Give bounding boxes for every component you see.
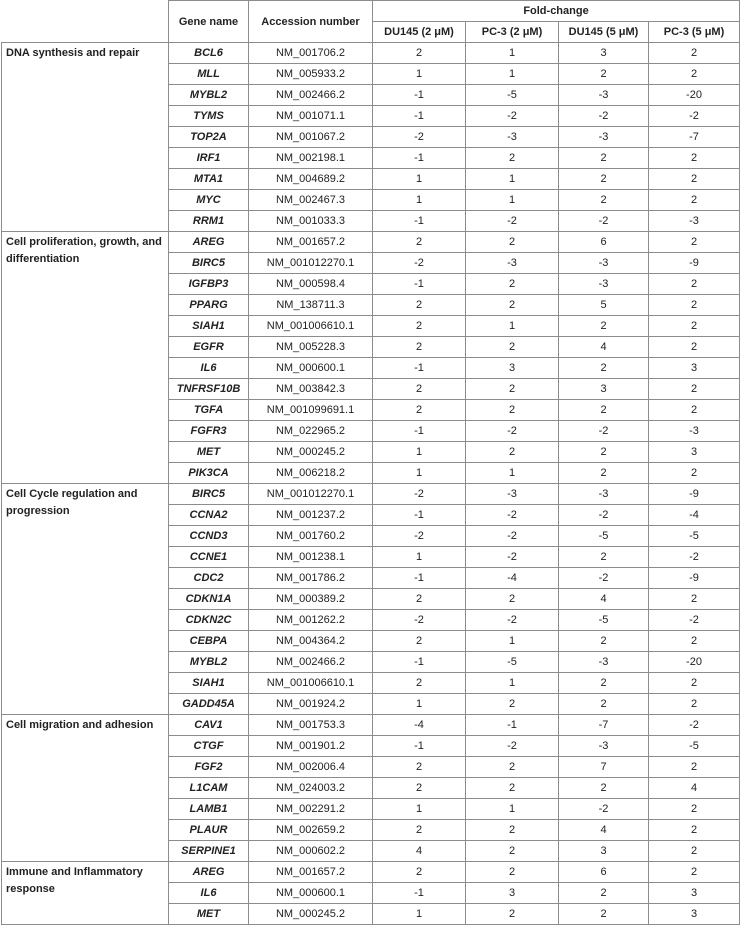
table-body bbox=[2, 43, 740, 925]
fold-change-cell: 2 bbox=[373, 757, 466, 778]
fold-change-cell: 1 bbox=[466, 799, 559, 820]
fold-change-cell: -2 bbox=[466, 421, 559, 442]
table-header bbox=[2, 1, 740, 43]
gene-name-cell: CTGF bbox=[169, 736, 249, 757]
gene-name-cell: LAMB1 bbox=[169, 799, 249, 820]
fold-change-cell: 2 bbox=[466, 820, 559, 841]
fold-change-cell: -4 bbox=[466, 568, 559, 589]
fold-change-cell: -2 bbox=[373, 127, 466, 148]
fold-change-cell: 2 bbox=[466, 400, 559, 421]
fold-change-cell: 2 bbox=[649, 295, 740, 316]
fold-change-cell: -3 bbox=[466, 253, 559, 274]
fold-change-cell: 1 bbox=[466, 64, 559, 85]
fold-change-cell: 3 bbox=[559, 379, 649, 400]
fold-change-cell: 2 bbox=[649, 316, 740, 337]
fold-change-cell: 2 bbox=[466, 778, 559, 799]
fold-change-cell: 4 bbox=[649, 778, 740, 799]
fold-change-cell: 2 bbox=[559, 631, 649, 652]
accession-number-cell: NM_001706.2 bbox=[249, 43, 373, 64]
fold-change-cell: 2 bbox=[649, 820, 740, 841]
accession-number-cell: NM_002659.2 bbox=[249, 820, 373, 841]
fold-change-cell: -9 bbox=[649, 568, 740, 589]
gene-name-cell: MTA1 bbox=[169, 169, 249, 190]
accession-number-cell: NM_001657.2 bbox=[249, 862, 373, 883]
fold-change-cell: 1 bbox=[466, 190, 559, 211]
gene-name-cell: CCNE1 bbox=[169, 547, 249, 568]
fold-change-cell: -3 bbox=[559, 736, 649, 757]
fold-change-cell: 2 bbox=[649, 463, 740, 484]
fold-change-cell: -5 bbox=[559, 526, 649, 547]
fold-change-cell: -1 bbox=[373, 148, 466, 169]
fold-change-cell: -4 bbox=[649, 505, 740, 526]
header-row-top bbox=[2, 1, 740, 22]
fold-change-cell: 2 bbox=[559, 148, 649, 169]
category-cell: Cell proliferation, growth, and differentiation bbox=[2, 232, 169, 484]
fold-change-cell: 7 bbox=[559, 757, 649, 778]
fold-change-cell: 1 bbox=[466, 169, 559, 190]
accession-number-cell: NM_001786.2 bbox=[249, 568, 373, 589]
gene-name-cell: PLAUR bbox=[169, 820, 249, 841]
fold-change-cell: 2 bbox=[466, 862, 559, 883]
fold-change-cell: 5 bbox=[559, 295, 649, 316]
fold-change-cell: -1 bbox=[373, 421, 466, 442]
accession-number-cell: NM_004689.2 bbox=[249, 169, 373, 190]
fold-change-cell: 2 bbox=[373, 232, 466, 253]
fold-change-cell: -9 bbox=[649, 484, 740, 505]
table-row bbox=[2, 715, 740, 736]
fold-change-cell: 1 bbox=[373, 547, 466, 568]
fold-change-cell: -2 bbox=[466, 106, 559, 127]
fold-change-cell: 2 bbox=[466, 337, 559, 358]
fold-change-cell: 2 bbox=[559, 694, 649, 715]
accession-number-cell: NM_001238.1 bbox=[249, 547, 373, 568]
fold-change-cell: 2 bbox=[466, 295, 559, 316]
fold-change-cell: 2 bbox=[466, 379, 559, 400]
gene-name-cell: SIAH1 bbox=[169, 673, 249, 694]
accession-number-cell: NM_001012270.1 bbox=[249, 253, 373, 274]
fold-change-cell: -3 bbox=[559, 85, 649, 106]
gene-name-cell: CDKN2C bbox=[169, 610, 249, 631]
fold-change-cell: 2 bbox=[373, 400, 466, 421]
fold-change-cell: -1 bbox=[373, 736, 466, 757]
fold-change-cell: -2 bbox=[373, 253, 466, 274]
fold-change-cell: 2 bbox=[466, 757, 559, 778]
gene-name-cell: RRM1 bbox=[169, 211, 249, 232]
accession-number-cell: NM_002291.2 bbox=[249, 799, 373, 820]
fold-change-cell: 2 bbox=[373, 820, 466, 841]
fold-change-cell: -1 bbox=[373, 85, 466, 106]
fold-change-cell: 4 bbox=[559, 589, 649, 610]
fold-change-cell: 1 bbox=[373, 904, 466, 925]
fold-change-cell: 2 bbox=[559, 190, 649, 211]
accession-number-cell: NM_138711.3 bbox=[249, 295, 373, 316]
fold-change-cell: 2 bbox=[373, 316, 466, 337]
gene-name-cell: MYC bbox=[169, 190, 249, 211]
gene-name-cell: FGF2 bbox=[169, 757, 249, 778]
fold-change-cell: 2 bbox=[649, 631, 740, 652]
fold-change-cell: 2 bbox=[373, 862, 466, 883]
fold-change-cell: 1 bbox=[373, 463, 466, 484]
fold-change-cell: -5 bbox=[466, 652, 559, 673]
gene-fold-change-table bbox=[1, 0, 740, 925]
category-cell: Immune and Inflammatory response bbox=[2, 862, 169, 925]
accession-number-cell: NM_002466.2 bbox=[249, 85, 373, 106]
fold-change-cell: 2 bbox=[466, 694, 559, 715]
fold-change-cell: 2 bbox=[559, 547, 649, 568]
fold-change-cell: 1 bbox=[373, 694, 466, 715]
accession-number-cell: NM_001901.2 bbox=[249, 736, 373, 757]
fold-change-cell: 2 bbox=[649, 589, 740, 610]
fold-change-cell: 2 bbox=[649, 169, 740, 190]
accession-number-cell: NM_002467.3 bbox=[249, 190, 373, 211]
fold-change-cell: 1 bbox=[466, 673, 559, 694]
fold-change-cell: 1 bbox=[466, 43, 559, 64]
fold-change-cell: 2 bbox=[373, 295, 466, 316]
fold-change-cell: 2 bbox=[559, 904, 649, 925]
fold-change-cell: -1 bbox=[373, 211, 466, 232]
fold-change-cell: 2 bbox=[649, 232, 740, 253]
table-row bbox=[2, 862, 740, 883]
fold-change-cell: 2 bbox=[559, 169, 649, 190]
fold-change-cell: -2 bbox=[466, 211, 559, 232]
fold-change-cell: -2 bbox=[373, 484, 466, 505]
gene-name-cell: IRF1 bbox=[169, 148, 249, 169]
gene-name-cell: TYMS bbox=[169, 106, 249, 127]
gene-name-cell: SERPINE1 bbox=[169, 841, 249, 862]
accession-number-header: Accession number bbox=[249, 1, 373, 43]
gene-name-cell: CCNA2 bbox=[169, 505, 249, 526]
fold-change-cell: 2 bbox=[466, 148, 559, 169]
fold-change-cell: -2 bbox=[559, 106, 649, 127]
fold-change-cell: -2 bbox=[559, 799, 649, 820]
fold-change-cell: 1 bbox=[466, 316, 559, 337]
fold-change-cell: 2 bbox=[649, 841, 740, 862]
fold-change-cell: 1 bbox=[373, 169, 466, 190]
accession-number-cell: NM_000600.1 bbox=[249, 883, 373, 904]
fold-change-cell: 3 bbox=[649, 904, 740, 925]
fold-change-cell: -5 bbox=[649, 526, 740, 547]
condition-header-pc3-5um: PC-3 (5 μM) bbox=[649, 22, 740, 43]
accession-number-cell: NM_001006610.1 bbox=[249, 316, 373, 337]
fold-change-cell: -2 bbox=[559, 505, 649, 526]
category-header-blank bbox=[2, 1, 169, 43]
accession-number-cell: NM_005933.2 bbox=[249, 64, 373, 85]
gene-name-cell: MYBL2 bbox=[169, 85, 249, 106]
fold-change-cell: 2 bbox=[559, 358, 649, 379]
fold-change-cell: 2 bbox=[559, 400, 649, 421]
accession-number-cell: NM_001012270.1 bbox=[249, 484, 373, 505]
accession-number-cell: NM_005228.3 bbox=[249, 337, 373, 358]
fold-change-cell: 2 bbox=[649, 673, 740, 694]
fold-change-cell: 2 bbox=[373, 589, 466, 610]
accession-number-cell: NM_002006.4 bbox=[249, 757, 373, 778]
fold-change-cell: 6 bbox=[559, 232, 649, 253]
fold-change-cell: 2 bbox=[559, 64, 649, 85]
fold-change-cell: 2 bbox=[559, 778, 649, 799]
fold-change-cell: -5 bbox=[649, 736, 740, 757]
fold-change-cell: 2 bbox=[559, 673, 649, 694]
fold-change-cell: 4 bbox=[559, 337, 649, 358]
fold-change-cell: -7 bbox=[649, 127, 740, 148]
fold-change-cell: 2 bbox=[373, 337, 466, 358]
fold-change-cell: -2 bbox=[373, 610, 466, 631]
fold-change-cell: -3 bbox=[466, 484, 559, 505]
fold-change-cell: -2 bbox=[649, 547, 740, 568]
gene-name-cell: BIRC5 bbox=[169, 484, 249, 505]
table-row bbox=[2, 232, 740, 253]
fold-change-cell: 2 bbox=[559, 442, 649, 463]
fold-change-cell: 3 bbox=[466, 358, 559, 379]
fold-change-cell: -9 bbox=[649, 253, 740, 274]
gene-name-cell: CEBPA bbox=[169, 631, 249, 652]
accession-number-cell: NM_000389.2 bbox=[249, 589, 373, 610]
fold-change-cell: -20 bbox=[649, 85, 740, 106]
fold-change-cell: -4 bbox=[373, 715, 466, 736]
fold-change-cell: 2 bbox=[373, 631, 466, 652]
fold-change-cell: -3 bbox=[559, 127, 649, 148]
fold-change-cell: 2 bbox=[466, 232, 559, 253]
accession-number-cell: NM_001924.2 bbox=[249, 694, 373, 715]
gene-name-cell: SIAH1 bbox=[169, 316, 249, 337]
gene-name-cell: PPARG bbox=[169, 295, 249, 316]
fold-change-cell: 1 bbox=[466, 463, 559, 484]
accession-number-cell: NM_006218.2 bbox=[249, 463, 373, 484]
fold-change-cell: -3 bbox=[649, 211, 740, 232]
fold-change-cell: 2 bbox=[649, 337, 740, 358]
fold-change-cell: 2 bbox=[466, 589, 559, 610]
fold-change-cell: -2 bbox=[466, 610, 559, 631]
gene-name-cell: TNFRSF10B bbox=[169, 379, 249, 400]
fold-change-cell: -3 bbox=[466, 127, 559, 148]
fold-change-cell: -5 bbox=[466, 85, 559, 106]
fold-change-cell: 2 bbox=[466, 274, 559, 295]
fold-change-cell: 2 bbox=[559, 316, 649, 337]
condition-header-du145-2um: DU145 (2 μM) bbox=[373, 22, 466, 43]
fold-change-cell: 2 bbox=[466, 904, 559, 925]
fold-change-cell: -3 bbox=[559, 484, 649, 505]
fold-change-cell: -5 bbox=[559, 610, 649, 631]
fold-change-cell: 2 bbox=[466, 841, 559, 862]
fold-change-cell: 2 bbox=[649, 148, 740, 169]
gene-name-cell: IL6 bbox=[169, 358, 249, 379]
fold-change-cell: 3 bbox=[466, 883, 559, 904]
fold-change-cell: 1 bbox=[466, 631, 559, 652]
fold-change-cell: 2 bbox=[559, 463, 649, 484]
fold-change-cell: -1 bbox=[466, 715, 559, 736]
accession-number-cell: NM_000598.4 bbox=[249, 274, 373, 295]
gene-name-cell: EGFR bbox=[169, 337, 249, 358]
fold-change-cell: -2 bbox=[559, 421, 649, 442]
gene-name-cell: BIRC5 bbox=[169, 253, 249, 274]
fold-change-cell: 2 bbox=[649, 400, 740, 421]
fold-change-cell: -2 bbox=[466, 526, 559, 547]
gene-name-cell: TGFA bbox=[169, 400, 249, 421]
fold-change-cell: 1 bbox=[373, 190, 466, 211]
condition-header-pc3-2um: PC-3 (2 μM) bbox=[466, 22, 559, 43]
accession-number-cell: NM_001657.2 bbox=[249, 232, 373, 253]
fold-change-cell: 2 bbox=[559, 883, 649, 904]
fold-change-cell: 2 bbox=[373, 43, 466, 64]
fold-change-cell: -2 bbox=[373, 526, 466, 547]
accession-number-cell: NM_001067.2 bbox=[249, 127, 373, 148]
table-row bbox=[2, 43, 740, 64]
accession-number-cell: NM_001033.3 bbox=[249, 211, 373, 232]
gene-name-cell: MET bbox=[169, 904, 249, 925]
fold-change-cell: -2 bbox=[466, 736, 559, 757]
accession-number-cell: NM_000245.2 bbox=[249, 442, 373, 463]
fold-change-header: Fold-change bbox=[373, 1, 740, 22]
gene-name-cell: GADD45A bbox=[169, 694, 249, 715]
fold-change-cell: 1 bbox=[373, 442, 466, 463]
category-cell: Cell Cycle regulation and progression bbox=[2, 484, 169, 715]
fold-change-cell: 3 bbox=[649, 358, 740, 379]
fold-change-cell: 6 bbox=[559, 862, 649, 883]
fold-change-cell: -3 bbox=[559, 274, 649, 295]
gene-name-cell: BCL6 bbox=[169, 43, 249, 64]
fold-change-cell: -1 bbox=[373, 106, 466, 127]
gene-name-cell: MET bbox=[169, 442, 249, 463]
gene-name-cell: CAV1 bbox=[169, 715, 249, 736]
fold-change-cell: 2 bbox=[649, 757, 740, 778]
fold-change-cell: 1 bbox=[373, 799, 466, 820]
table-row bbox=[2, 484, 740, 505]
fold-change-cell: -2 bbox=[649, 106, 740, 127]
fold-change-cell: 3 bbox=[559, 43, 649, 64]
fold-change-cell: -3 bbox=[559, 253, 649, 274]
gene-name-cell: L1CAM bbox=[169, 778, 249, 799]
accession-number-cell: NM_001099691.1 bbox=[249, 400, 373, 421]
condition-header-du145-5um: DU145 (5 μM) bbox=[559, 22, 649, 43]
gene-name-cell: MYBL2 bbox=[169, 652, 249, 673]
accession-number-cell: NM_024003.2 bbox=[249, 778, 373, 799]
fold-change-cell: 1 bbox=[373, 64, 466, 85]
gene-name-cell: MLL bbox=[169, 64, 249, 85]
gene-name-cell: IL6 bbox=[169, 883, 249, 904]
category-cell: DNA synthesis and repair bbox=[2, 43, 169, 232]
gene-name-cell: AREG bbox=[169, 232, 249, 253]
fold-change-cell: 3 bbox=[649, 883, 740, 904]
fold-change-cell: -1 bbox=[373, 568, 466, 589]
fold-change-cell: -1 bbox=[373, 652, 466, 673]
fold-change-cell: 2 bbox=[649, 64, 740, 85]
gene-name-cell: FGFR3 bbox=[169, 421, 249, 442]
accession-number-cell: NM_004364.2 bbox=[249, 631, 373, 652]
fold-change-cell: -2 bbox=[649, 610, 740, 631]
gene-name-cell: CDKN1A bbox=[169, 589, 249, 610]
fold-change-cell: -3 bbox=[649, 421, 740, 442]
fold-change-cell: 2 bbox=[373, 379, 466, 400]
fold-change-cell: 3 bbox=[559, 841, 649, 862]
fold-change-cell: 2 bbox=[649, 274, 740, 295]
fold-change-cell: 2 bbox=[373, 778, 466, 799]
accession-number-cell: NM_001262.2 bbox=[249, 610, 373, 631]
fold-change-cell: -2 bbox=[559, 211, 649, 232]
accession-number-cell: NM_001071.1 bbox=[249, 106, 373, 127]
fold-change-cell: -20 bbox=[649, 652, 740, 673]
gene-name-header: Gene name bbox=[169, 1, 249, 43]
gene-name-cell: TOP2A bbox=[169, 127, 249, 148]
gene-name-cell: IGFBP3 bbox=[169, 274, 249, 295]
accession-number-cell: NM_001753.3 bbox=[249, 715, 373, 736]
fold-change-cell: 2 bbox=[649, 379, 740, 400]
gene-name-cell: PIK3CA bbox=[169, 463, 249, 484]
fold-change-cell: -2 bbox=[649, 715, 740, 736]
fold-change-cell: -1 bbox=[373, 274, 466, 295]
accession-number-cell: NM_001760.2 bbox=[249, 526, 373, 547]
fold-change-cell: -2 bbox=[559, 568, 649, 589]
fold-change-cell: 2 bbox=[373, 673, 466, 694]
fold-change-cell: 2 bbox=[649, 799, 740, 820]
accession-number-cell: NM_001237.2 bbox=[249, 505, 373, 526]
fold-change-cell: 2 bbox=[649, 694, 740, 715]
fold-change-cell: 2 bbox=[649, 43, 740, 64]
gene-name-cell: AREG bbox=[169, 862, 249, 883]
fold-change-cell: -1 bbox=[373, 883, 466, 904]
accession-number-cell: NM_002198.1 bbox=[249, 148, 373, 169]
fold-change-cell: -7 bbox=[559, 715, 649, 736]
accession-number-cell: NM_022965.2 bbox=[249, 421, 373, 442]
gene-name-cell: CDC2 bbox=[169, 568, 249, 589]
accession-number-cell: NM_000600.1 bbox=[249, 358, 373, 379]
fold-change-cell: 4 bbox=[559, 820, 649, 841]
fold-change-cell: -1 bbox=[373, 358, 466, 379]
fold-change-cell: 2 bbox=[649, 190, 740, 211]
fold-change-cell: -2 bbox=[466, 547, 559, 568]
fold-change-cell: -1 bbox=[373, 505, 466, 526]
fold-change-cell: -2 bbox=[466, 505, 559, 526]
gene-name-cell: CCND3 bbox=[169, 526, 249, 547]
fold-change-cell: 4 bbox=[373, 841, 466, 862]
accession-number-cell: NM_000602.2 bbox=[249, 841, 373, 862]
accession-number-cell: NM_001006610.1 bbox=[249, 673, 373, 694]
fold-change-cell: 2 bbox=[649, 862, 740, 883]
fold-change-cell: -3 bbox=[559, 652, 649, 673]
category-cell: Cell migration and adhesion bbox=[2, 715, 169, 862]
accession-number-cell: NM_003842.3 bbox=[249, 379, 373, 400]
accession-number-cell: NM_000245.2 bbox=[249, 904, 373, 925]
fold-change-cell: 3 bbox=[649, 442, 740, 463]
fold-change-cell: 2 bbox=[466, 442, 559, 463]
accession-number-cell: NM_002466.2 bbox=[249, 652, 373, 673]
